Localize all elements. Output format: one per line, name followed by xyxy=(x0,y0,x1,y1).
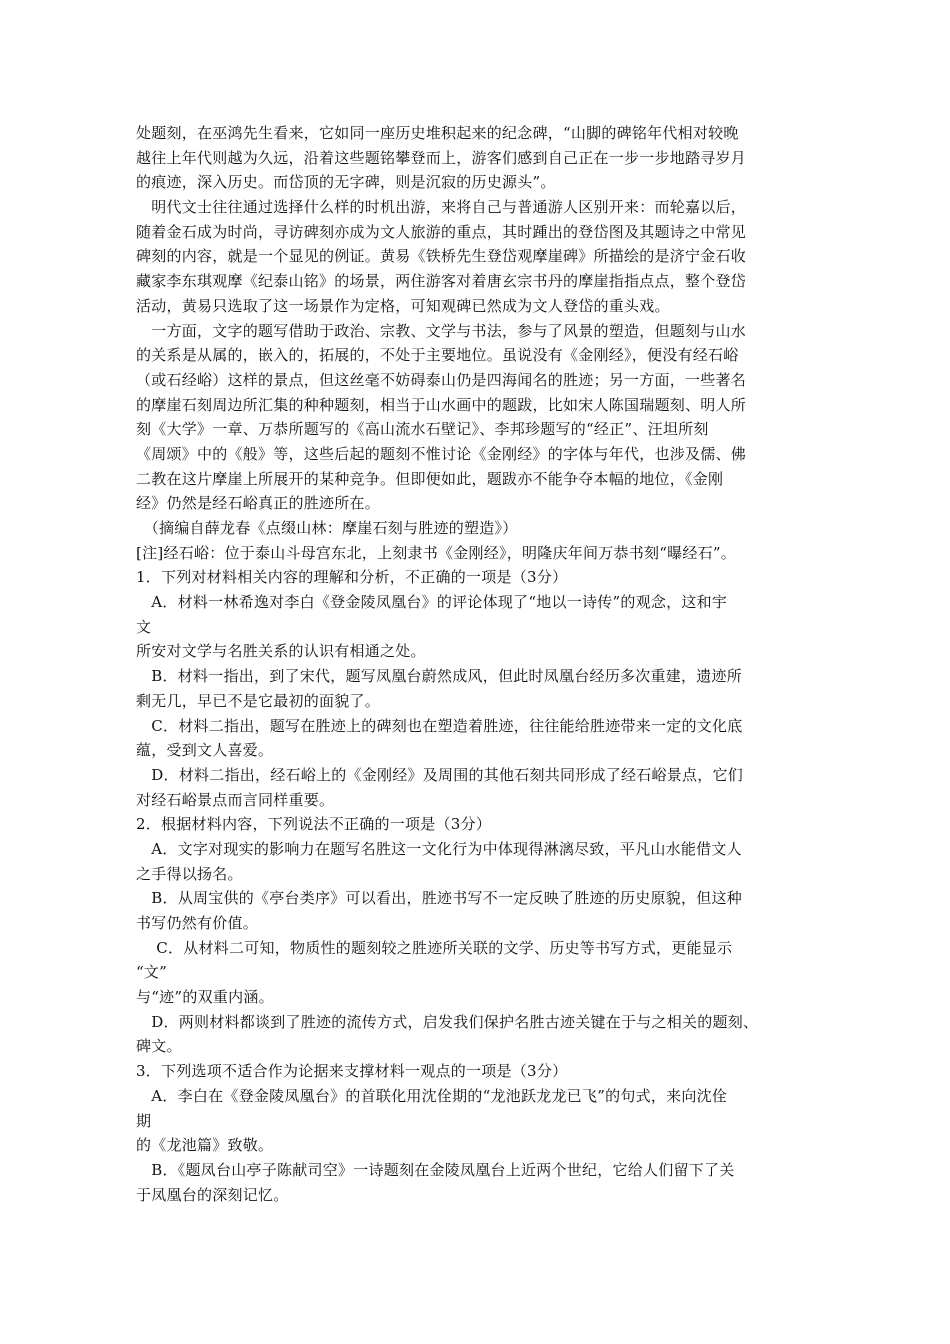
question-1-option-b: B．材料一指出，到了宋代，题写凤凰台蔚然成风，但此时凤凰台经历多次重建，遗迹所 xyxy=(136,667,743,686)
question-1-option-c: C．材料二指出，题写在胜迹上的碑刻也在塑造着胜迹，往往能给胜迹带来一定的文化底 xyxy=(136,716,743,735)
question-1-option-a: A．材料一林希逸对李白《登金陵凤凰台》的评论体现了“地以一诗传”的观念，这和宇 xyxy=(136,593,728,612)
text-line: 的痕迹，深入历史。而岱顶的无字碑，则是沉寂的历史源头”。 xyxy=(136,173,556,192)
question-1-option-b: 剩无几，早已不是它最初的面貌了。 xyxy=(136,691,381,710)
question-3-stem: 3．下列选项不适合作为论据来支撑材料一观点的一项是（3分） xyxy=(136,1062,568,1081)
text-line: 的摩崖石刻周边所汇集的种种题刻，相当于山水画中的题跋，比如宋人陈国瑞题刻、明人所 xyxy=(136,395,747,414)
question-1-option-c: 蕴，受到文人喜爱。 xyxy=(136,741,274,760)
text-line: 藏家李东琪观摩《纪泰山铭》的场景，两住游客对着唐玄宗书丹的摩崖指指点点，整个登岱 xyxy=(136,272,747,291)
question-2-option-d: D．两则材料都谈到了胜迹的流传方式，启发我们保护名胜古迹关键在于与之相关的题刻、 xyxy=(136,1012,759,1031)
question-3-option-a: A．李白在《登金陵凤凰台》的首联化用沈佺期的“龙池跃龙龙已飞”的句式，来向沈佺 xyxy=(136,1086,728,1105)
question-1-option-a: 所安对文学与名胜关系的认识有相通之处。 xyxy=(136,642,426,661)
question-3-option-a: 的《龙池篇》致敬。 xyxy=(136,1136,274,1155)
question-2-option-c: 与“迹”的双重内涵。 xyxy=(136,988,274,1007)
text-line: 处题刻，在巫鸿先生看来，它如同一座历史堆积起来的纪念碑，“山脚的碑铭年代相对较晚 xyxy=(136,124,739,142)
text-line: 一方面，文字的题写借助于政治、宗教、文学与书法，参与了风景的塑造，但题刻与山水 xyxy=(136,321,747,340)
annotation-note: [注]经石峪：位于泰山斗母宫东北，上刻隶书《金刚经》，明隆庆年间万恭书刻“曝经石”。 xyxy=(136,543,737,562)
question-2-option-b: B．从周宝供的《亭台类序》可以看出，胜迹书写不一定反映了胜迹的历史原貌，但这种 xyxy=(136,889,743,908)
source-citation: （摘编自薛龙春《点缀山林：摩崖石刻与胜迹的塑造》） xyxy=(136,519,518,537)
question-3-option-b: B．《题凤台山亭子陈献司空》一诗题刻在金陵凤凰台上近两个世纪，它给人们留下了关 xyxy=(136,1160,735,1179)
text-line: 《周颂》中的《般》等，这些后起的题刻不惟讨论《金刚经》的字体与年代，也涉及儒、佛 xyxy=(136,444,747,463)
text-line: （或石经峪）这样的景点，但这丝毫不妨碍泰山仍是四海闻名的胜迹；另一方面，一些著名 xyxy=(136,370,747,389)
question-1-option-d: 对经石峪景点而言同样重要。 xyxy=(136,790,335,809)
text-line: 随着金石成为时尚，寻访碑刻亦成为文人旅游的重点，其时踵出的登岱图及其题诗之中常见 xyxy=(136,222,747,241)
question-1-stem: 1．下列对材料相关内容的理解和分析，不正确的一项是（3分） xyxy=(136,568,568,587)
text-line: 越往上年代则越为久远，沿着这些题铭攀登而上，游客们感到自己正在一步一步地踏寻岁月 xyxy=(136,148,747,167)
text-line: 二教在这片摩崖上所展开的某种竞争。但即便如此，题跋亦不能争夺本幅的地位，《金刚 xyxy=(136,469,724,488)
text-line: 经》仍然是经石峪真正的胜迹所在。 xyxy=(136,494,381,513)
question-2-stem: 2．根据材料内容，下列说法不正确的一项是（3分） xyxy=(136,815,492,834)
question-2-option-b: 书写仍然有价值。 xyxy=(136,914,259,932)
text-line: 明代文士往往通过选择什么样的时机出游，来将自己与普通游人区别开来：而轮嘉以后， xyxy=(136,198,747,217)
text-line: 刻《大学》一章、万恭所题写的《高山流水石壁记》、李邦珍题写的“经正”、汪坦所刻 xyxy=(136,420,709,439)
text-line: 活动，黄易只选取了这一场景作为定格，可知观碑已然成为文人登岱的重头戏。 xyxy=(136,296,670,315)
question-2-option-a: 之手得以扬名。 xyxy=(136,864,243,883)
question-2-option-d: 碑文。 xyxy=(136,1037,182,1056)
question-1-option-d: D．材料二指出，经石峪上的《金刚经》及周围的其他石刻共同形成了经石峪景点，它们 xyxy=(136,765,744,784)
question-2-option-c: “文” xyxy=(136,963,168,982)
question-3-option-b: 于凤凰台的深刻记忆。 xyxy=(136,1185,289,1204)
document-body xyxy=(136,121,816,1207)
question-3-option-a: 期 xyxy=(136,1111,152,1130)
question-1-option-a: 文 xyxy=(136,617,152,636)
question-2-option-c: C．从材料二可知，物质性的题刻较之胜迹所关联的文学、历史等书写方式，更能显示 xyxy=(136,938,733,957)
question-2-option-a: A．文字对现实的影响力在题写名胜这一文化行为中体现得淋漓尽致，平凡山水能借文人 xyxy=(136,839,742,858)
text-line: 的关系是从属的，嵌入的，拓展的，不处于主要地位。虽说没有《金刚经》，便没有经石峪 xyxy=(136,346,739,365)
text-line: 碑刻的内容，就是一个显见的例证。黄易《铁桥先生登岱观摩崖碑》所描绘的是济宁金石收 xyxy=(136,247,747,266)
